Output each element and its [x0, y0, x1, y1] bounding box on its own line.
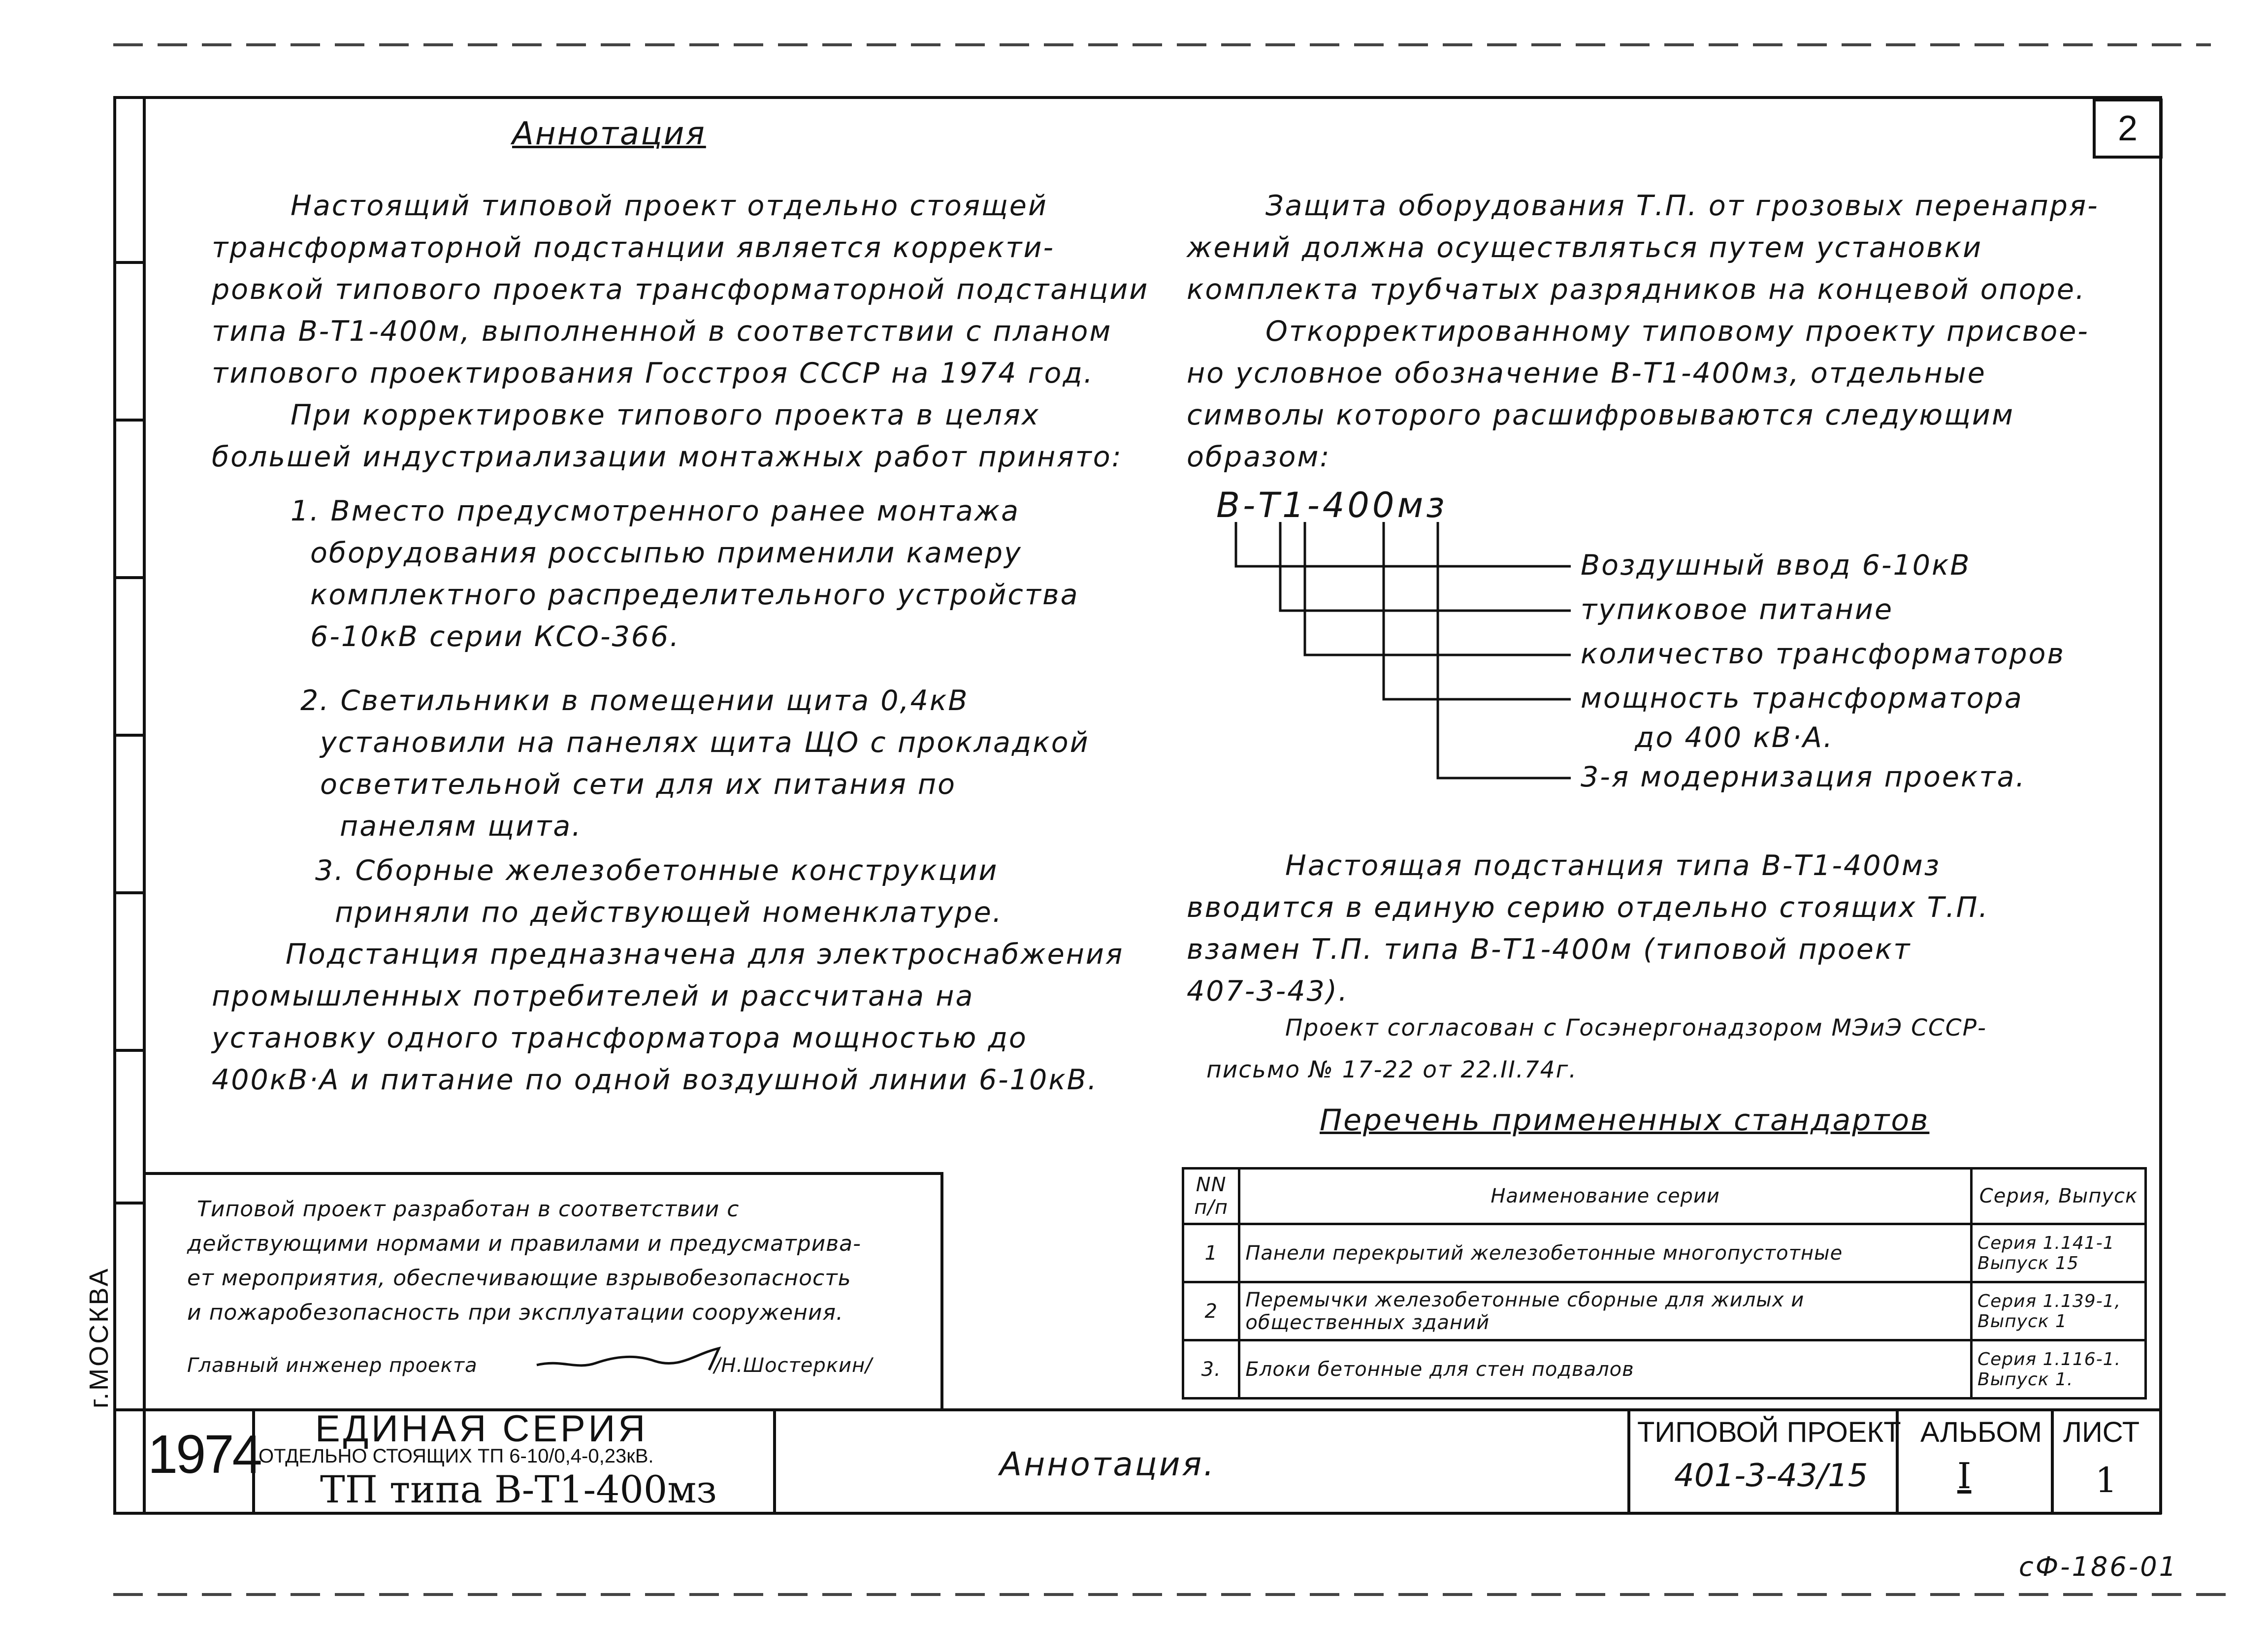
row-number: 1: [1183, 1224, 1239, 1282]
top-dash-line: [113, 43, 2211, 46]
standards-table: [1182, 1167, 2147, 1400]
stamp-series-sub: ОТДЕЛЬНО СТОЯЩИХ ТП 6-10/0,4-0,23кВ.: [259, 1445, 654, 1467]
legend-item: мощность трансформатора: [1581, 682, 2023, 715]
stamp-album-label: АЛЬБОМ: [1920, 1416, 2042, 1448]
designation-code: В-Т1-400мз: [1216, 485, 1448, 525]
stamp-divider: [1627, 1408, 1630, 1514]
margin-tick: [113, 261, 143, 264]
stamp-sheet-no: 1: [2095, 1460, 2117, 1500]
frame-bottom: [113, 1512, 2162, 1515]
stamp-series-title: ЕДИНАЯ СЕРИЯ: [315, 1408, 648, 1450]
series-line: Настоящая подстанция типа В-Т1-400мз: [1285, 849, 1941, 882]
margin-tick: [113, 1049, 143, 1052]
left-line: Настоящий типовой проект отдельно стоящей: [291, 190, 1048, 222]
item-line: 2. Светильники в помещении щита 0,4кВ: [300, 684, 969, 717]
right-line: комплекта трубчатых разрядников на концевой опоре.: [1187, 273, 2086, 306]
right-line: жений должна осуществляться путем установки: [1187, 231, 1983, 264]
table-row: [1183, 1282, 2146, 1340]
left-line: большей индустриализации монтажных работ принято:: [212, 441, 1123, 473]
series-code: Серия 1.139-1, Выпуск 1: [1972, 1282, 2146, 1340]
signature: [532, 1339, 739, 1379]
purpose-line: Подстанция предназначена для электроснабжения: [286, 938, 1124, 971]
series-name: Блоки бетонные для стен подвалов: [1239, 1340, 1972, 1399]
legend-item: до 400 кВ·А.: [1635, 721, 1834, 754]
left-line: типового проектирования Госстроя СССР на 1974 год.: [212, 357, 1094, 390]
stamp-year: 1974: [148, 1424, 260, 1485]
series-line: 407-3-43).: [1187, 975, 1349, 1008]
series-line: вводится в единую серию отдельно стоящих Т.П.: [1187, 891, 1989, 924]
compliance-line: ет мероприятия, обеспечивающие взрывобезопасность: [187, 1266, 851, 1291]
purpose-line: промышленных потребителей и рассчитана на: [212, 980, 974, 1012]
legend-item: количество трансформаторов: [1581, 638, 2066, 670]
margin-tick: [113, 891, 143, 894]
stamp-type-line: ТП типа В-Т1-400мз: [320, 1467, 717, 1511]
leader-line-1: [1236, 522, 1571, 566]
standards-title: Перечень примененных стандартов: [1320, 1103, 1930, 1138]
compliance-line: Типовой проект разработан в соответствии с: [197, 1197, 740, 1222]
legend-item: 3-я модернизация проекта.: [1581, 761, 2026, 793]
compliance-line: действующими нормами и правилами и предусматрива-: [187, 1231, 861, 1256]
stamp-divider: [2051, 1408, 2054, 1514]
frame-right: [2159, 96, 2162, 1514]
margin-tick: [113, 576, 143, 579]
stamp-divider: [773, 1408, 776, 1514]
frame-top: [113, 96, 2162, 99]
right-line: образом:: [1187, 441, 1331, 473]
item-line: 6-10кВ серии КСО-366.: [310, 620, 680, 653]
sheet-badge: 2: [2093, 98, 2163, 159]
engineer-label: Главный инженер проекта: [187, 1354, 478, 1377]
footer-code: сФ-186-01: [2019, 1551, 2178, 1582]
col-header: Серия, Выпуск: [1972, 1169, 2146, 1224]
approval-line: Проект согласован с Госэнергонадзором МЭиЭ СССР-: [1285, 1014, 1987, 1042]
stamp-project-label: ТИПОВОЙ ПРОЕКТ: [1637, 1416, 1901, 1448]
left-line: трансформаторной подстанции является корректи-: [212, 231, 1055, 264]
purpose-line: 400кВ·А и питание по одной воздушной линии 6-10кВ.: [212, 1064, 1098, 1096]
stamp-sheet-label: ЛИСТ: [2063, 1416, 2140, 1448]
item-line: комплектного распределительного устройства: [310, 579, 1079, 611]
table-header-row: [1183, 1169, 2146, 1224]
stamp-doc-name: Аннотация.: [1000, 1445, 1216, 1483]
item-line: оборудования россыпью применили камеру: [310, 537, 1022, 569]
item-line: 1. Вместо предусмотренного ранее монтажа: [291, 495, 1020, 527]
approval-line: письмо № 17-22 от 22.II.74г.: [1206, 1056, 1578, 1083]
right-line: символы которого расшифровываются следующим: [1187, 399, 2014, 431]
leader-line-5: [1438, 522, 1571, 778]
margin-tick: [113, 419, 143, 422]
row-number: 3.: [1183, 1340, 1239, 1399]
right-line: Защита оборудования Т.П. от грозовых перенапря-: [1265, 190, 2099, 222]
margin-tick: [113, 734, 143, 737]
annotation-title: Аннотация: [512, 116, 706, 152]
city-label: г.МОСКВА: [84, 1267, 114, 1408]
table-row: [1183, 1224, 2146, 1282]
col-header: NN п/п: [1183, 1169, 1239, 1224]
series-line: взамен Т.П. типа В-Т1-400м (типовой проект: [1187, 933, 1912, 966]
compliance-line: и пожаробезопасность при эксплуатации сооружения.: [187, 1300, 843, 1325]
left-line: При корректировке типового проекта в целях: [291, 399, 1040, 431]
item-line: приняли по действующей номенклатуре.: [335, 896, 1003, 929]
series-code: Серия 1.116-1. Выпуск 1.: [1972, 1340, 2146, 1399]
row-number: 2: [1183, 1282, 1239, 1340]
table-row: [1183, 1340, 2146, 1399]
series-name: Панели перекрытий железобетонные многопустотные: [1239, 1224, 1972, 1282]
margin-tick: [113, 1202, 143, 1205]
legend-item: Воздушный ввод 6-10кВ: [1581, 549, 1971, 582]
item-line: осветительной сети для их питания по: [320, 768, 956, 801]
legend-item: тупиковое питание: [1581, 593, 1894, 626]
item-line: установили на панелях щита ЩО с прокладкой: [320, 726, 1090, 759]
stamp-album-no: I: [1957, 1455, 1972, 1497]
right-line: но условное обозначение В-Т1-400мз, отдельные: [1187, 357, 1986, 390]
code-breakdown-lines: [1221, 522, 1595, 788]
left-line: ровкой типового проекта трансформаторной подстанции: [212, 273, 1149, 306]
stamp-project-no: 401-3-43/15: [1674, 1458, 1868, 1494]
col-header: Наименование серии: [1239, 1169, 1972, 1224]
bottom-dash-line: [113, 1593, 2231, 1596]
series-name: Перемычки железобетонные сборные для жилых и общественных зданий: [1239, 1282, 1972, 1340]
purpose-line: установку одного трансформатора мощностью до: [212, 1022, 1028, 1054]
item-line: панелям щита.: [340, 810, 583, 843]
item-line: 3. Сборные железобетонные конструкции: [315, 854, 999, 887]
left-line: типа В-Т1-400м, выполненной в соответствии с планом: [212, 315, 1112, 348]
series-code: Серия 1.141-1 Выпуск 15: [1972, 1224, 2146, 1282]
engineer-name: /Н.Шостеркин/: [714, 1354, 873, 1377]
right-line: Откорректированному типовому проекту присвое-: [1265, 315, 2089, 348]
